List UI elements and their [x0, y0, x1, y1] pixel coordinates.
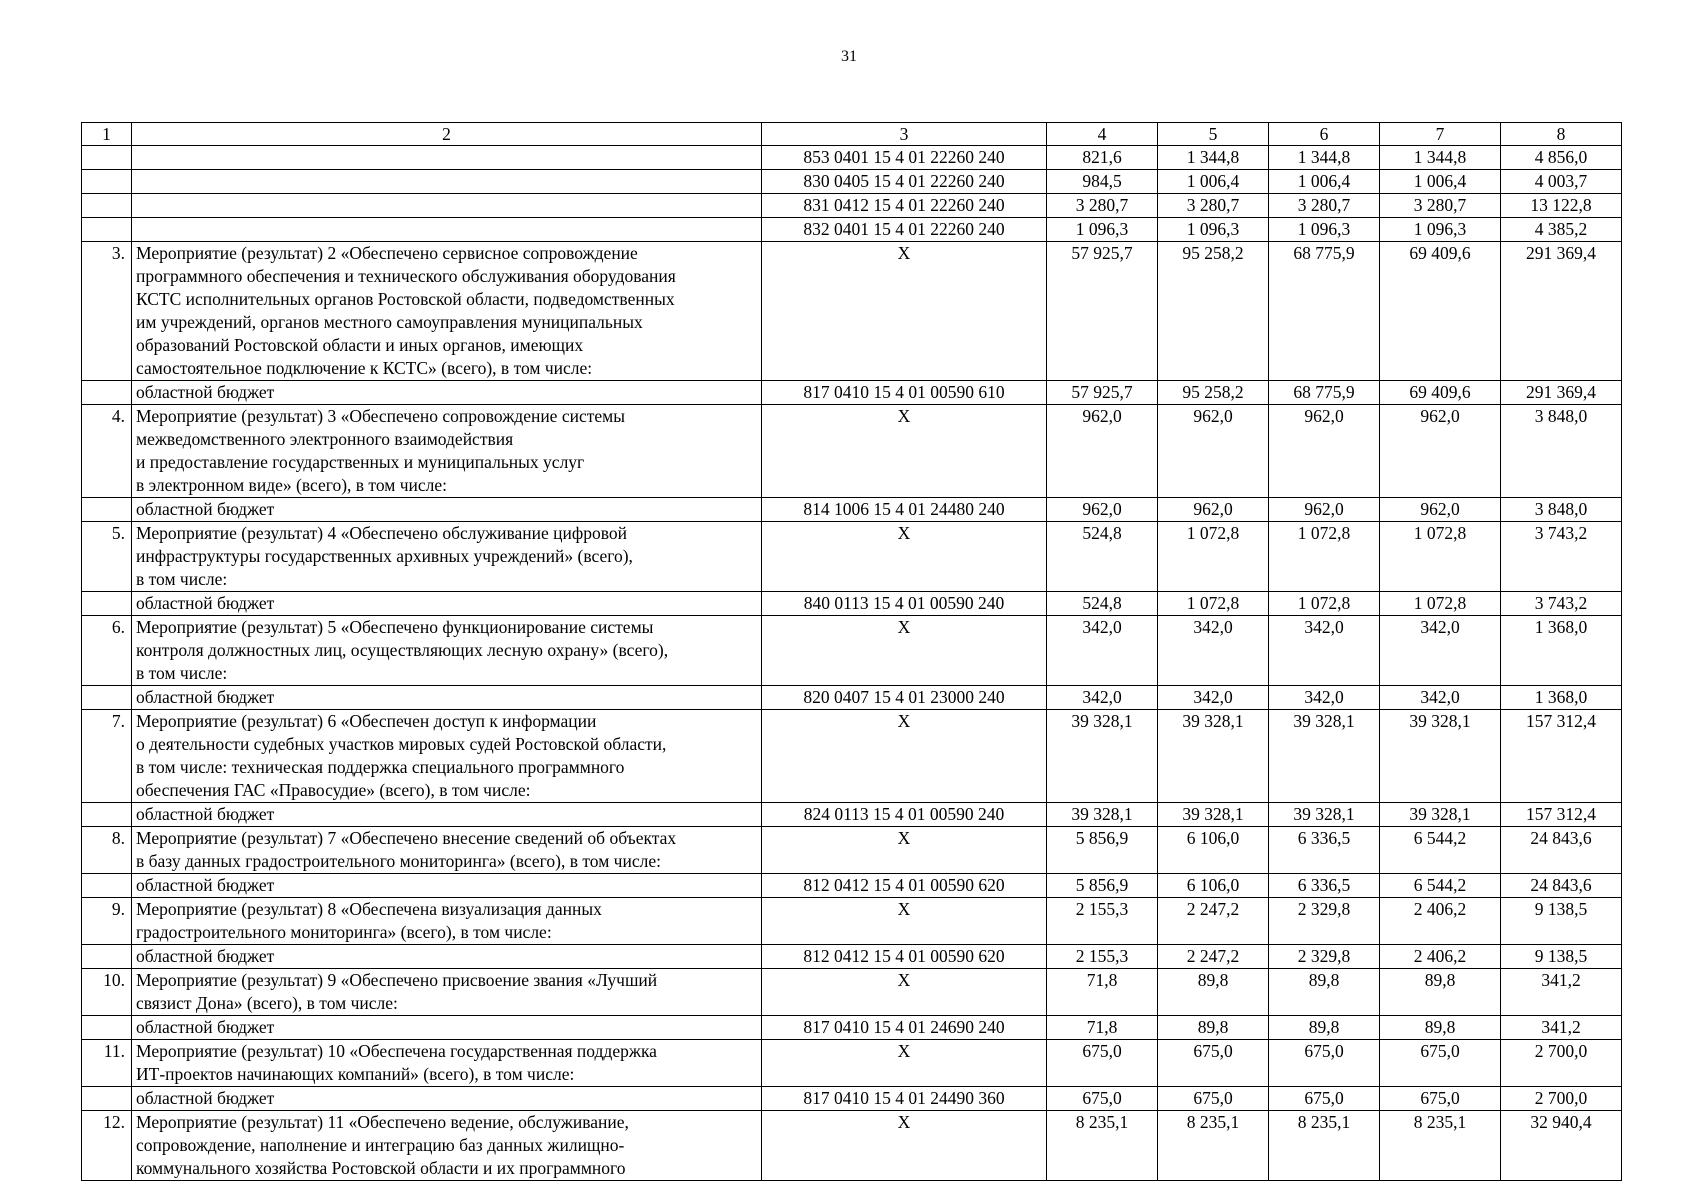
- amount-col-5: 95 258,2: [1158, 381, 1269, 405]
- amount-col-5: 1 344,8: [1158, 146, 1269, 170]
- amount-col-8: 1 368,0: [1501, 686, 1622, 710]
- amount-col-8: 157 312,4: [1501, 710, 1622, 803]
- table-row-activity: [82, 898, 1622, 945]
- description-line: областной бюджет: [136, 804, 275, 824]
- amount-col-5: 2 247,2: [1158, 945, 1269, 969]
- description-line: Мероприятие (результат) 6 «Обеспечен доступ к информации: [136, 711, 597, 731]
- amount-col-7: 3 280,7: [1380, 194, 1501, 218]
- amount-col-7: 1 096,3: [1380, 218, 1501, 242]
- row-description: [132, 710, 762, 803]
- description-line: областной бюджет: [136, 499, 275, 519]
- amount-col-7: 39 328,1: [1380, 710, 1501, 803]
- table-row-activity: [82, 616, 1622, 686]
- row-number: [82, 1087, 132, 1111]
- amount-col-6: 962,0: [1269, 405, 1380, 498]
- budget-code: 831 0412 15 4 01 22260 240: [762, 194, 1047, 218]
- description-line: Мероприятие (результат) 9 «Обеспечено присвоение звания «Лучший: [136, 970, 658, 990]
- row-number: [82, 874, 132, 898]
- amount-col-4: 2 155,3: [1047, 898, 1158, 945]
- amount-col-4: 57 925,7: [1047, 381, 1158, 405]
- amount-col-5: 1 096,3: [1158, 218, 1269, 242]
- table-row-activity: [82, 827, 1622, 874]
- amount-col-4: 39 328,1: [1047, 803, 1158, 827]
- description-line: [136, 218, 757, 241]
- amount-col-4: 962,0: [1047, 498, 1158, 522]
- budget-table: [81, 122, 1622, 1181]
- amount-col-7: 962,0: [1380, 405, 1501, 498]
- page-number: 31: [841, 48, 857, 65]
- amount-col-7: 6 544,2: [1380, 874, 1501, 898]
- amount-col-6: 2 329,8: [1269, 898, 1380, 945]
- row-number: [82, 1016, 132, 1040]
- description-line: в том числе:: [136, 663, 228, 683]
- amount-col-7: 675,0: [1380, 1040, 1501, 1087]
- description-line: областной бюджет: [136, 875, 275, 895]
- row-description: [132, 194, 762, 218]
- budget-code: X: [762, 710, 1047, 803]
- row-description: [132, 616, 762, 686]
- description-line: образований Ростовской области и иных органов, имеющих: [136, 335, 584, 355]
- row-number: [82, 381, 132, 405]
- description-line: о деятельности судебных участков мировых судей Ростовской области,: [136, 734, 667, 754]
- amount-col-6: 3 280,7: [1269, 194, 1380, 218]
- description-line: межведомственного электронного взаимодействия: [136, 429, 514, 449]
- amount-col-4: 962,0: [1047, 405, 1158, 498]
- amount-col-8: 24 843,6: [1501, 874, 1622, 898]
- amount-col-4: 342,0: [1047, 616, 1158, 686]
- table-body: [82, 123, 1622, 1181]
- table-row-budget-line: [82, 803, 1622, 827]
- row-description: [132, 242, 762, 381]
- description-line: градостроительного мониторинга» (всего), в том числе:: [136, 922, 552, 942]
- amount-col-5: 95 258,2: [1158, 242, 1269, 381]
- amount-col-8: 2 700,0: [1501, 1040, 1622, 1087]
- amount-col-7: 675,0: [1380, 1087, 1501, 1111]
- amount-col-8: 4 003,7: [1501, 170, 1622, 194]
- amount-col-4: 675,0: [1047, 1087, 1158, 1111]
- table-row-activity: [82, 710, 1622, 803]
- amount-col-4: 8 235,1: [1047, 1111, 1158, 1181]
- description-line: в базу данных градостроительного мониторинга» (всего), в том числе:: [136, 851, 661, 871]
- column-header: 7: [1380, 123, 1501, 146]
- description-line: сопровождение, наполнение и интеграцию баз данных жилищно-: [136, 1135, 625, 1155]
- amount-col-7: 8 235,1: [1380, 1111, 1501, 1181]
- amount-col-7: 1 344,8: [1380, 146, 1501, 170]
- amount-col-6: 1 072,8: [1269, 592, 1380, 616]
- row-description: [132, 1040, 762, 1087]
- description-line: в электронном виде» (всего), в том числе:: [136, 475, 448, 495]
- budget-code: X: [762, 1111, 1047, 1181]
- amount-col-6: 8 235,1: [1269, 1111, 1380, 1181]
- table-row-activity: [82, 1111, 1622, 1181]
- column-header: 5: [1158, 123, 1269, 146]
- description-line: Мероприятие (результат) 7 «Обеспечено внесение сведений об объектах: [136, 828, 677, 848]
- amount-col-4: 984,5: [1047, 170, 1158, 194]
- row-description: [132, 827, 762, 874]
- budget-code: 817 0410 15 4 01 00590 610: [762, 381, 1047, 405]
- budget-code: 820 0407 15 4 01 23000 240: [762, 686, 1047, 710]
- amount-col-7: 342,0: [1380, 686, 1501, 710]
- budget-code: 840 0113 15 4 01 00590 240: [762, 592, 1047, 616]
- amount-col-4: 1 096,3: [1047, 218, 1158, 242]
- amount-col-4: 524,8: [1047, 522, 1158, 592]
- amount-col-4: 71,8: [1047, 1016, 1158, 1040]
- amount-col-8: 3 743,2: [1501, 592, 1622, 616]
- amount-col-4: 3 280,7: [1047, 194, 1158, 218]
- amount-col-6: 342,0: [1269, 686, 1380, 710]
- row-number: [82, 803, 132, 827]
- row-number: [82, 945, 132, 969]
- row-number: [82, 218, 132, 242]
- amount-col-6: 1 072,8: [1269, 522, 1380, 592]
- amount-col-8: 157 312,4: [1501, 803, 1622, 827]
- amount-col-6: 6 336,5: [1269, 827, 1380, 874]
- table-row-budget-line: [82, 874, 1622, 898]
- description-line: [136, 170, 757, 193]
- row-description: [132, 1111, 762, 1181]
- description-line: самостоятельное подключение к КСТС» (всего), в том числе:: [136, 358, 593, 378]
- row-description: [132, 1016, 762, 1040]
- amount-col-6: 962,0: [1269, 498, 1380, 522]
- amount-col-8: 9 138,5: [1501, 898, 1622, 945]
- amount-col-5: 675,0: [1158, 1087, 1269, 1111]
- row-number: 4.: [82, 405, 132, 498]
- budget-code: X: [762, 616, 1047, 686]
- table-row-budget-line: [82, 146, 1622, 170]
- amount-col-4: 39 328,1: [1047, 710, 1158, 803]
- budget-code: 817 0410 15 4 01 24690 240: [762, 1016, 1047, 1040]
- description-line: им учреждений, органов местного самоуправления муниципальных: [136, 312, 643, 332]
- amount-col-7: 1 072,8: [1380, 522, 1501, 592]
- description-line: областной бюджет: [136, 382, 275, 402]
- budget-code: X: [762, 898, 1047, 945]
- table-row-budget-line: [82, 194, 1622, 218]
- amount-col-7: 6 544,2: [1380, 827, 1501, 874]
- row-number: 7.: [82, 710, 132, 803]
- row-number: 6.: [82, 616, 132, 686]
- row-number: 5.: [82, 522, 132, 592]
- column-header-row: [82, 123, 1622, 146]
- budget-code: 830 0405 15 4 01 22260 240: [762, 170, 1047, 194]
- table-row-budget-line: [82, 218, 1622, 242]
- row-description: [132, 898, 762, 945]
- table-row-budget-line: [82, 170, 1622, 194]
- budget-code: X: [762, 969, 1047, 1016]
- column-header: 3: [762, 123, 1047, 146]
- amount-col-5: 1 072,8: [1158, 592, 1269, 616]
- amount-col-7: 1 006,4: [1380, 170, 1501, 194]
- amount-col-6: 1 344,8: [1269, 146, 1380, 170]
- amount-col-6: 89,8: [1269, 969, 1380, 1016]
- amount-col-4: 342,0: [1047, 686, 1158, 710]
- table-row-budget-line: [82, 592, 1622, 616]
- description-line: Мероприятие (результат) 2 «Обеспечено сервисное сопровождение: [136, 243, 638, 263]
- amount-col-7: 69 409,6: [1380, 381, 1501, 405]
- amount-col-5: 675,0: [1158, 1040, 1269, 1087]
- amount-col-5: 6 106,0: [1158, 827, 1269, 874]
- amount-col-4: 2 155,3: [1047, 945, 1158, 969]
- amount-col-8: 4 385,2: [1501, 218, 1622, 242]
- description-line: областной бюджет: [136, 946, 275, 966]
- amount-col-4: 821,6: [1047, 146, 1158, 170]
- column-header: 6: [1269, 123, 1380, 146]
- amount-col-8: 2 700,0: [1501, 1087, 1622, 1111]
- amount-col-4: 524,8: [1047, 592, 1158, 616]
- amount-col-4: 5 856,9: [1047, 874, 1158, 898]
- description-line: и предоставление государственных и муниципальных услуг: [136, 452, 585, 472]
- amount-col-8: 4 856,0: [1501, 146, 1622, 170]
- row-number: 9.: [82, 898, 132, 945]
- row-description: [132, 170, 762, 194]
- row-number: 8.: [82, 827, 132, 874]
- description-line: в том числе:: [136, 569, 228, 589]
- budget-code: 817 0410 15 4 01 24490 360: [762, 1087, 1047, 1111]
- column-header: 8: [1501, 123, 1622, 146]
- row-number: 10.: [82, 969, 132, 1016]
- row-number: [82, 170, 132, 194]
- table-row-activity: [82, 522, 1622, 592]
- amount-col-5: 39 328,1: [1158, 803, 1269, 827]
- amount-col-7: 342,0: [1380, 616, 1501, 686]
- table-row-budget-line: [82, 945, 1622, 969]
- amount-col-7: 39 328,1: [1380, 803, 1501, 827]
- column-header: 1: [82, 123, 132, 146]
- description-line: контроля должностных лиц, осуществляющих лесную охрану» (всего),: [136, 640, 669, 660]
- budget-code: X: [762, 827, 1047, 874]
- table-row-budget-line: [82, 686, 1622, 710]
- table-row-activity: [82, 969, 1622, 1016]
- description-line: Мероприятие (результат) 3 «Обеспечено сопровождение системы: [136, 406, 625, 426]
- amount-col-7: 89,8: [1380, 969, 1501, 1016]
- budget-code: 832 0401 15 4 01 22260 240: [762, 218, 1047, 242]
- amount-col-7: 1 072,8: [1380, 592, 1501, 616]
- amount-col-4: 71,8: [1047, 969, 1158, 1016]
- amount-col-8: 341,2: [1501, 1016, 1622, 1040]
- amount-col-5: 8 235,1: [1158, 1111, 1269, 1181]
- description-line: ИТ-проектов начинающих компаний» (всего), в том числе:: [136, 1064, 575, 1084]
- amount-col-5: 962,0: [1158, 498, 1269, 522]
- amount-col-5: 342,0: [1158, 616, 1269, 686]
- description-line: в том числе: техническая поддержка специального программного: [136, 757, 625, 777]
- description-line: Мероприятие (результат) 11 «Обеспечено ведение, обслуживание,: [136, 1112, 629, 1132]
- amount-col-6: 342,0: [1269, 616, 1380, 686]
- amount-col-7: 89,8: [1380, 1016, 1501, 1040]
- description-line: коммунального хозяйства Ростовской области и их программного: [136, 1158, 626, 1178]
- amount-col-6: 2 329,8: [1269, 945, 1380, 969]
- table-row-activity: [82, 1040, 1622, 1087]
- amount-col-5: 89,8: [1158, 969, 1269, 1016]
- row-description: [132, 592, 762, 616]
- budget-code: X: [762, 405, 1047, 498]
- amount-col-5: 39 328,1: [1158, 710, 1269, 803]
- row-description: [132, 218, 762, 242]
- row-number: [82, 592, 132, 616]
- table-row-budget-line: [82, 1016, 1622, 1040]
- amount-col-5: 89,8: [1158, 1016, 1269, 1040]
- row-description: [132, 146, 762, 170]
- description-line: инфраструктуры государственных архивных учреждений» (всего),: [136, 546, 633, 566]
- amount-col-8: 3 743,2: [1501, 522, 1622, 592]
- description-line: Мероприятие (результат) 10 «Обеспечена государственная поддержка: [136, 1041, 657, 1061]
- amount-col-5: 962,0: [1158, 405, 1269, 498]
- amount-col-7: 2 406,2: [1380, 898, 1501, 945]
- budget-code: 812 0412 15 4 01 00590 620: [762, 945, 1047, 969]
- table-row-activity: [82, 242, 1622, 381]
- amount-col-8: 13 122,8: [1501, 194, 1622, 218]
- description-line: областной бюджет: [136, 1088, 275, 1108]
- table-row-budget-line: [82, 1087, 1622, 1111]
- row-number: [82, 194, 132, 218]
- description-line: областной бюджет: [136, 1017, 275, 1037]
- description-line: Мероприятие (результат) 4 «Обеспечено обслуживание цифровой: [136, 523, 627, 543]
- amount-col-6: 68 775,9: [1269, 381, 1380, 405]
- amount-col-5: 6 106,0: [1158, 874, 1269, 898]
- row-description: [132, 498, 762, 522]
- amount-col-8: 341,2: [1501, 969, 1622, 1016]
- amount-col-8: 291 369,4: [1501, 381, 1622, 405]
- row-description: [132, 969, 762, 1016]
- description-line: областной бюджет: [136, 687, 275, 707]
- description-line: Мероприятие (результат) 8 «Обеспечена визуализация данных: [136, 899, 602, 919]
- amount-col-8: 291 369,4: [1501, 242, 1622, 381]
- amount-col-4: 675,0: [1047, 1040, 1158, 1087]
- amount-col-5: 3 280,7: [1158, 194, 1269, 218]
- amount-col-6: 6 336,5: [1269, 874, 1380, 898]
- row-number: [82, 146, 132, 170]
- amount-col-6: 68 775,9: [1269, 242, 1380, 381]
- amount-col-6: 1 006,4: [1269, 170, 1380, 194]
- description-line: [136, 194, 757, 217]
- description-line: обеспечения ГАС «Правосудие» (всего), в том числе:: [136, 780, 531, 800]
- row-number: 3.: [82, 242, 132, 381]
- row-description: [132, 405, 762, 498]
- row-description: [132, 522, 762, 592]
- row-number: 12.: [82, 1111, 132, 1181]
- amount-col-4: 57 925,7: [1047, 242, 1158, 381]
- description-line: [136, 146, 757, 169]
- description-line: программного обеспечения и технического обслуживания оборудования: [136, 266, 676, 286]
- description-line: областной бюджет: [136, 593, 275, 613]
- amount-col-6: 675,0: [1269, 1040, 1380, 1087]
- amount-col-6: 1 096,3: [1269, 218, 1380, 242]
- row-description: [132, 803, 762, 827]
- budget-code: 853 0401 15 4 01 22260 240: [762, 146, 1047, 170]
- budget-code: X: [762, 242, 1047, 381]
- budget-code: 824 0113 15 4 01 00590 240: [762, 803, 1047, 827]
- amount-col-6: 39 328,1: [1269, 710, 1380, 803]
- amount-col-5: 1 072,8: [1158, 522, 1269, 592]
- table-row-activity: [82, 405, 1622, 498]
- amount-col-5: 2 247,2: [1158, 898, 1269, 945]
- table-row-budget-line: [82, 498, 1622, 522]
- amount-col-4: 5 856,9: [1047, 827, 1158, 874]
- row-description: [132, 686, 762, 710]
- table-row-budget-line: [82, 381, 1622, 405]
- amount-col-6: 675,0: [1269, 1087, 1380, 1111]
- row-description: [132, 874, 762, 898]
- row-number: [82, 686, 132, 710]
- amount-col-5: 342,0: [1158, 686, 1269, 710]
- row-description: [132, 945, 762, 969]
- row-description: [132, 381, 762, 405]
- amount-col-8: 32 940,4: [1501, 1111, 1622, 1181]
- description-line: связист Дона» (всего), в том числе:: [136, 993, 398, 1013]
- amount-col-8: 9 138,5: [1501, 945, 1622, 969]
- column-header: 4: [1047, 123, 1158, 146]
- description-line: КСТС исполнительных органов Ростовской области, подведомственных: [136, 289, 675, 309]
- amount-col-6: 39 328,1: [1269, 803, 1380, 827]
- amount-col-8: 24 843,6: [1501, 827, 1622, 874]
- budget-code: X: [762, 1040, 1047, 1087]
- row-number: [82, 498, 132, 522]
- column-header: 2: [132, 123, 762, 146]
- amount-col-8: 3 848,0: [1501, 405, 1622, 498]
- amount-col-7: 69 409,6: [1380, 242, 1501, 381]
- amount-col-6: 89,8: [1269, 1016, 1380, 1040]
- budget-code: 814 1006 15 4 01 24480 240: [762, 498, 1047, 522]
- amount-col-7: 962,0: [1380, 498, 1501, 522]
- row-description: [132, 1087, 762, 1111]
- amount-col-8: 1 368,0: [1501, 616, 1622, 686]
- amount-col-7: 2 406,2: [1380, 945, 1501, 969]
- budget-code: X: [762, 522, 1047, 592]
- budget-code: 812 0412 15 4 01 00590 620: [762, 874, 1047, 898]
- amount-col-5: 1 006,4: [1158, 170, 1269, 194]
- amount-col-8: 3 848,0: [1501, 498, 1622, 522]
- description-line: Мероприятие (результат) 5 «Обеспечено функционирование системы: [136, 617, 654, 637]
- row-number: 11.: [82, 1040, 132, 1087]
